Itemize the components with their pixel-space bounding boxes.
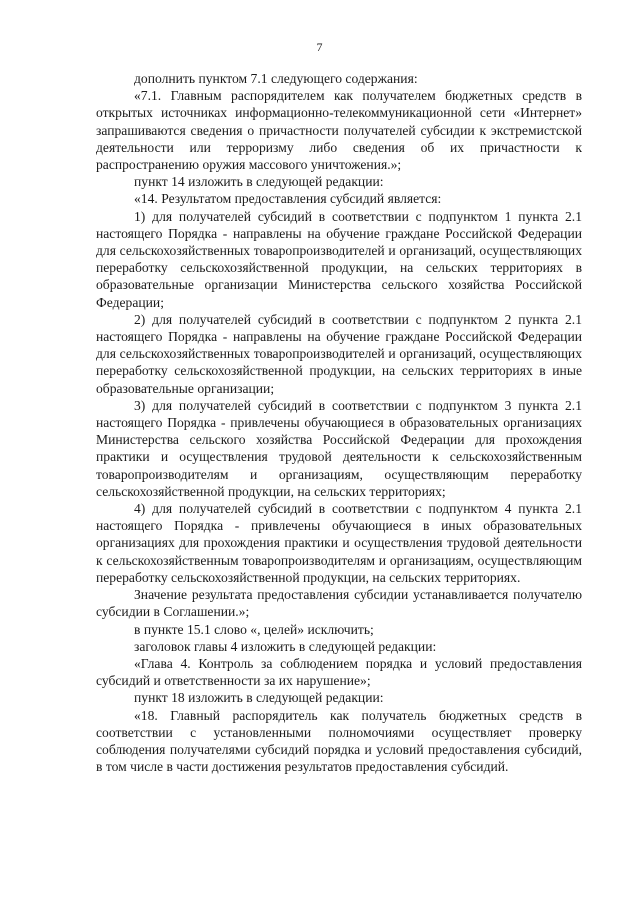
paragraph-clause-14: «14. Результатом предоставления субсидий является:	[134, 191, 442, 207]
paragraph-clause-14-item-3: 3) для получателей субсидий в соответствии с подпунктом 3 пункта 2.1 настоящего Порядка - привлечены обучающиеся в образовательных организациях Министерства сельского хозяйства Российской Федерации для прохождения практики и осуществления трудовой деятельности к сельскохозяйственным товаропроизводителям и организациям, осуществляющим переработку сельскохозяйственной продукции, на сельских территориях;	[96, 397, 582, 499]
paragraph-clause-14-item-4: 4) для получателей субсидий в соответствии с подпунктом 4 пункта 2.1 настоящего Порядка - привлечены обучающиеся в иных образовательных организациях для прохождения практики и осуществления трудовой деятельности к сельскохозяйственным товаропроизводителям и организациям, осуществляющим переработку сельскохозяйственной продукции, на сельских территориях.	[96, 501, 582, 585]
page-number: 7	[316, 40, 323, 54]
paragraph-amend-chapter-4-intro: заголовок главы 4 изложить в следующей редакции:	[134, 638, 437, 654]
paragraph-clause-7-1: «7.1. Главным распорядителем как получателем бюджетных средств в открытых источниках информационно-телекоммуникационной сети «Интернет» запрашиваются сведения о причастности получателей субсидии к экстремистской деятельности или терроризму либо сведения об их причастности к распространению оружия массового уничтожения.»;	[96, 88, 582, 173]
paragraph-amend-18-intro: пункт 18 изложить в следующей редакции:	[134, 690, 384, 706]
document-body	[96, 70, 582, 775]
paragraph-amend-14-intro: пункт 14 изложить в следующей редакции:	[134, 174, 384, 190]
paragraph-clause-18: «18. Главный распорядитель как получатель бюджетных средств в соответствии с установленными полномочиями осуществляет проверку соблюдения получателями субсидий порядка и условий предоставления субсидий, в том числе в части достижения результатов предоставления субсидий.	[96, 707, 582, 775]
paragraph-result-value: Значение результата предоставления субсидии устанавливается получателю субсидии в Соглашении.»;	[96, 587, 582, 620]
paragraph-clause-14-item-1: 1) для получателей субсидий в соответствии с подпунктом 1 пункта 2.1 настоящего Порядка - направлены на обучение граждане Российской Федерации для сельскохозяйственных товаропроизводителей и организаций, осуществляющих переработку сельскохозяйственной продукции, на сельских территориях в образовательные организации Министерства сельского хозяйства Российской Федерации;	[96, 208, 582, 310]
paragraph-amend-15-1: в пункте 15.1 слово «, целей» исключить;	[134, 621, 374, 637]
paragraph-chapter-4-title: «Глава 4. Контроль за соблюдением порядка и условий предоставления субсидий и ответственности за их нарушение»;	[96, 655, 582, 689]
paragraph-clause-14-item-2: 2) для получателей субсидий в соответствии с подпунктом 2 пункта 2.1 настоящего Порядка - направлены на обучение граждане Российской Федерации для сельскохозяйственных товаропроизводителей и организаций, осуществляющих переработку сельскохозяйственной продукции, на сельских территориях в иные образовательные организации;	[96, 311, 582, 396]
paragraph-amend-7-1-intro: дополнить пунктом 7.1 следующего содержания:	[134, 71, 418, 86]
